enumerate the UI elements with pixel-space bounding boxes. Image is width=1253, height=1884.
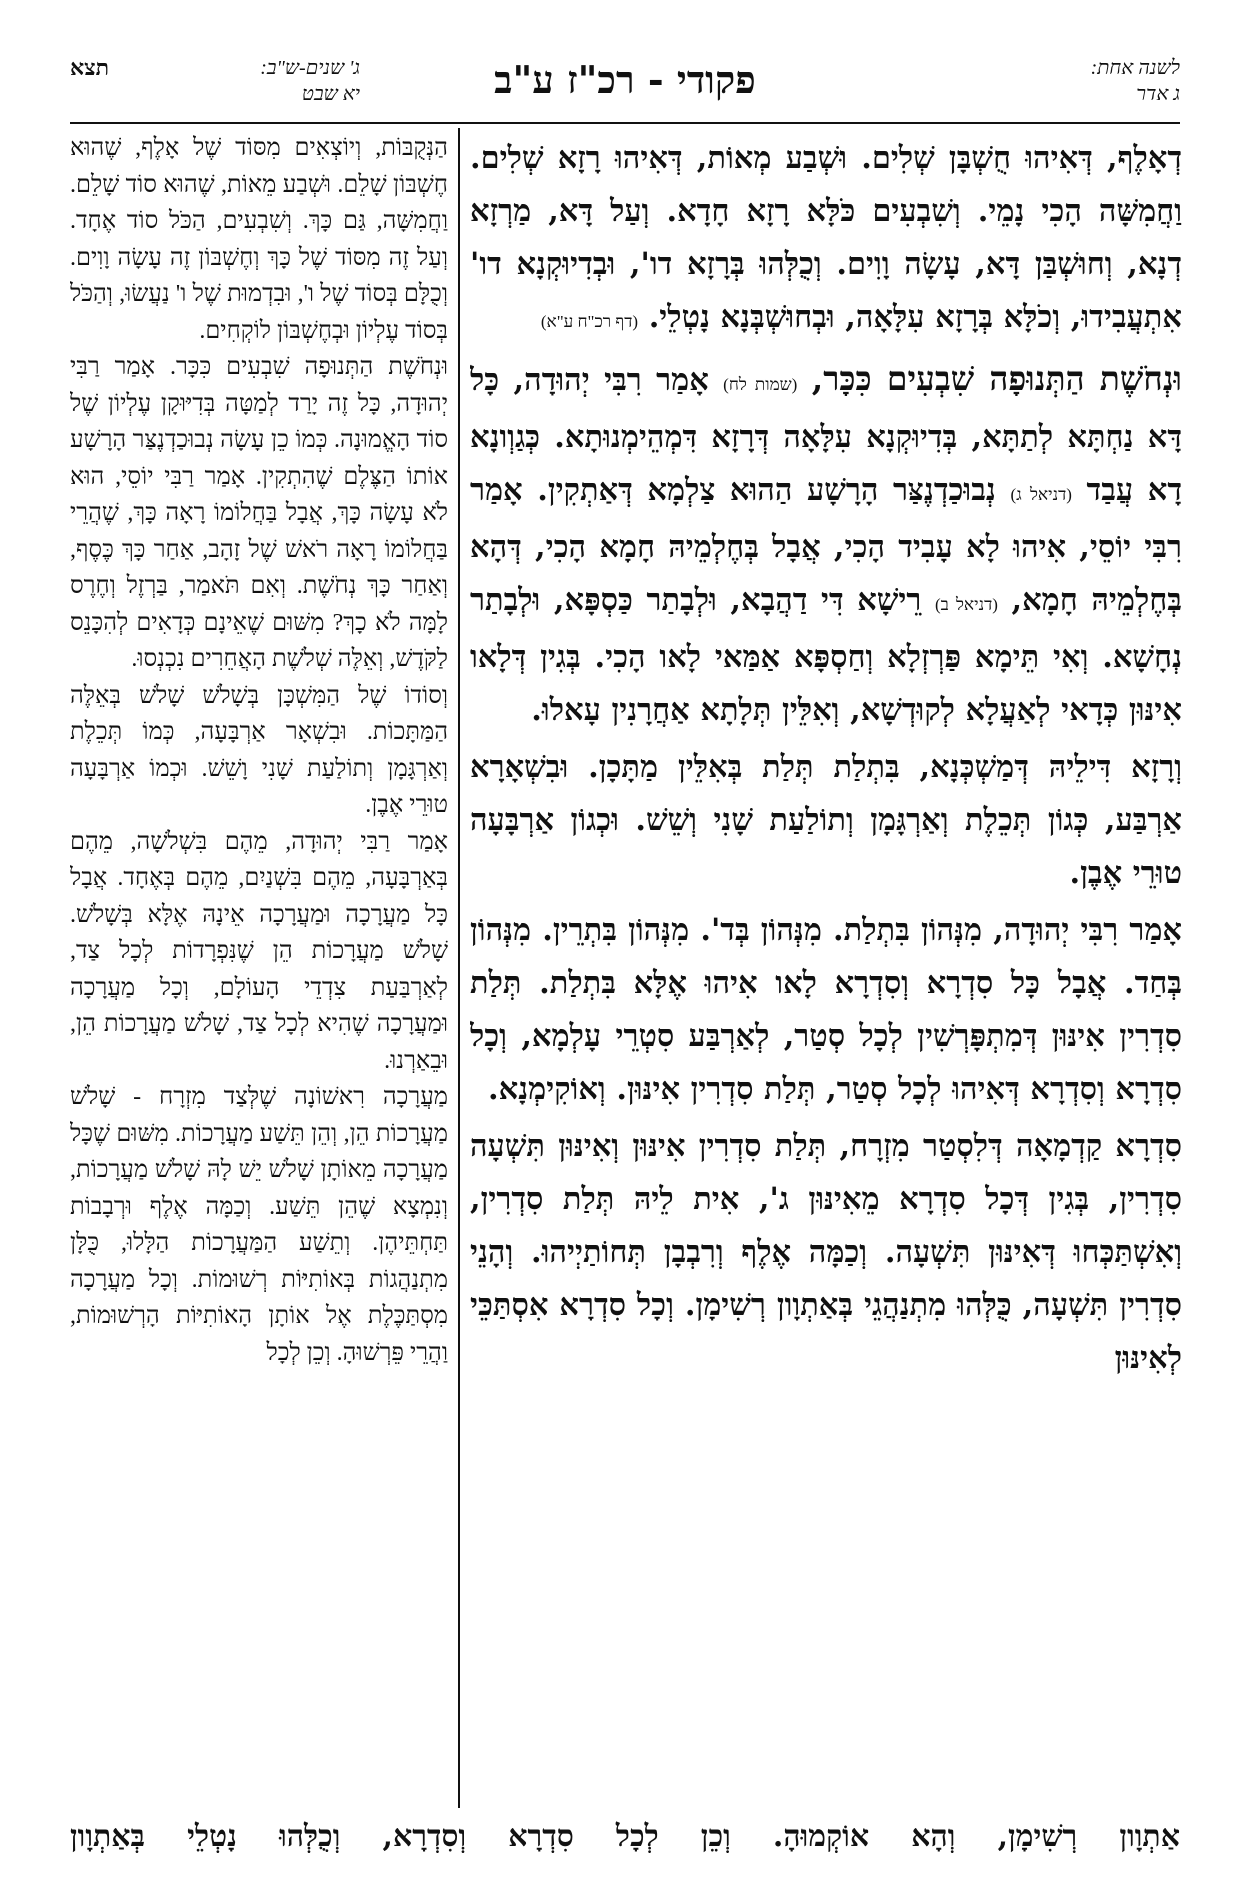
side-paragraph-2: וּנְחֹשֶׁת הַתְּנוּפָה שִׁבְעִים כִּכָּר. אָמַר רַבִּי יְהוּדָה, כָּל זֶה יָרַד לְמַטָּה בְּדִיּוּקָן עֶלְיוֹן שֶׁל סוֹד הָאֱמוּנָה. כְּמוֹ כֵן עָשָׂה נְבוּכַדְנֶצַּר הָרָשָׁע אוֹתוֹ הַצֶּלֶם שֶׁהִתְקִין. אָמַר רַבִּי יוֹסֵי, הוּא לֹא עָשָׂה כָּךְ, אֲבָל בַּחֲלוֹמוֹ רָאָה כָּךְ, שֶׁהֲרֵי בַּחֲלוֹמוֹ רָאָה רֹאשׁ שֶׁל זָהָב, אַחַר כָּךְ כֶּסֶף, וְאַחַר כָּךְ נְחֹשֶׁת. וְאִם תֹּאמַר, בַּרְזֶל וְחֶרֶס לָמָּה לֹא כָךְ? מִשּׁוּם שֶׁאֵינָם כְּדָאִים לְהִכָּנֵס לַקֹּדֶשׁ, וְאֵלֶּה שְׁלֹשֶׁת הָאֲחֵרִים נִכְנְסוּ. [70,354,448,672]
side-paragraph-5: מַעֲרָכָה רִאשׁוֹנָה שֶׁלְּצַד מִזְרָח - שָׁלֹשׁ מַעֲרָכוֹת הֵן, וְהֵן תֵּשַׁע מַעֲרָכוֹת. מִשּׁוּם שֶׁכָּל מַעֲרָכָה מֵאוֹתָן שָׁלֹשׁ יֵשׁ לָהּ שָׁלֹשׁ מַעֲרָכוֹת, וְנִמְצָא שֶׁהֵן תֵּשַׁע. וְכַמָּה אֶלֶף וּרְבָבוֹת תַּחְתֵּיהֶן. וְתֵשַׁע הַמַּעֲרָכוֹת הַלָּלוּ, כֻּלָּן מִתְנַהֲגוֹת בְּאוֹתִיּוֹת רְשׁוּמוֹת. וְכָל מַעֲרָכָה מִסְתַּכֶּלֶת אֶל אוֹתָן הָאוֹתִיּוֹת הָרְשׁוּמוֹת, וַהֲרֵי פֵּרְשׁוּהָ. וְכֵן לְכָל [70,1084,448,1366]
verse-reference-3: (דניאל ב) [934,595,998,614]
side-paragraph-4: אָמַר רַבִּי יְהוּדָה, מֵהֶם בִּשְׁלֹשָׁה, מֵהֶם בְּאַרְבָּעָה, מֵהֶם בִּשְׁנַיִם, מֵהֶם בְּאֶחָד. אֲבָל כָּל מַעֲרָכָה וּמַעֲרָכָה אֵינָהּ אֶלָּא בְּשָׁלֹשׁ. שָׁלֹשׁ מַעֲרָכוֹת הֵן שֶׁנִּפְרָדוֹת לְכָל צַד, לְאַרְבַּעַת צִדְדֵי הָעוֹלָם, וְכָל מַעֲרָכָה וּמַעֲרָכָה שֶׁהִיא לְכָל צַד, שָׁלֹשׁ מַעֲרָכוֹת הֵן, וּבֵאַרְנוּ. [70,828,448,1074]
verse-reference-1: (שמות לח) [723,375,798,394]
main-paragraph-3: וְרָזָא דִּילֵיהּ דְּמַשְׁכְּנָא, בִּתְלַת תְּלַת בְּאִלֵּין מַתָּכָן. וּבִשְׁאָרָא אַרְבַּע, כְּגוֹן תְּכֵלֶת וְאַרְגָּמָן וְתוֹלַעַת שָׁנִי וְשֵׁשׁ. וּכְגוֹן אַרְבָּעָה טוּרֵי אֶבֶן. [470,749,1182,891]
study-schedule-three-years [150,55,360,107]
side-paragraph-3: וְסוֹדוֹ שֶׁל הַמִּשְׁכָּן בְּשָׁלֹשׁ שָׁלֹשׁ בְּאֵלֶּה הַמַּתָּכוֹת. וּבִשְׁאָר אַרְבָּעָה, כְּמוֹ תְּכֵלֶת וְאַרְגָּמָן וְתוֹלַעַת שָׁנִי וָשֵׁשׁ. וּכְמוֹ אַרְבָּעָה טוּרֵי אֶבֶן. [70,682,448,818]
main-paragraph-5: סִדְרָא קַדְמָאָה דְּלִסְטַר מִזְרָח, תְּלַת סִדְרִין אִינּוּן וְאִינּוּן תִּשְׁעָה סִדְרִין, בְּגִין דְּכָל סִדְרָא מֵאִינּוּן ג', אִית לֵיהּ תְּלַת סִדְרִין, וְאִשְׁתַּכְּחוּ דְּאִינּוּן תִּשְׁעָה. וְכַמָּה אֶלֶף וְרִבְבָן תְּחוֹתַיְיהוּ. וְהָנֵי סִדְרִין תִּשְׁעָה, כֻּלְּהוּ מִתְנַהֲגֵי בְּאַתְוָון רְשִׁימָן. וְכָל סִדְרָא אִסְתַּכֵּי לְאִינּוּן [470,1128,1182,1376]
schedule-date: ג אדר [1136,83,1180,105]
main-paragraph-4: אָמַר רִבִּי יְהוּדָה, מִנְּהוֹן בִּתְלַת. מִנְּהוֹן בְּד'. מִנְּהוֹן בִּתְרֵין. מִנְּהוֹן בְּחַד. אֲבָל כָּל סִדְרָא וְסִדְרָא לָאו אִיהוּ אֶלָּא בִּתְלַת. תְּלַת סִדְרִין אִינּוּן דְּמִתְפָּרְשִׁין לְכָל סְטַר, לְאַרְבַּע סִטְרֵי עָלְמָא, וְכָל סִדְרָא וְסִדְרָא דְּאִיהוּ לְכָל סְטַר, תְּלַת סִדְרִין אִינּוּן. וְאוֹקִימְנָא. [470,912,1182,1107]
page-reference: (דף רכ"ח ע"א) [540,312,639,331]
header-divider [70,122,1180,124]
side-paragraph-1: הַנְּקֻבּוֹת, וְיוֹצְאִים מִסּוֹד שֶׁל אָלֶף, שֶׁהוּא חֶשְׁבּוֹן שָׁלֵם. וּשְׁבַע מֵאוֹת, שֶׁהוּא סוֹד שָׁלֵם. וַחֲמִשָּׁה, גַּם כָּךְ. וְשִׁבְעִים, הַכֹּל סוֹד אֶחָד. וְעַל זֶה מִסּוֹד שֶׁל כָּךְ וְחֶשְׁבּוֹן זֶה עָשָׂה וָוִים. וְכֻלָּם בְּסוֹד שֶׁל ו', וּבִדְמוּת שֶׁל ו' נַעֲשׂוּ, וְהַכֹּל בְּסוֹד עֶלְיוֹן וּבְחֶשְׁבּוֹן לוֹקְחִים. [70,135,448,344]
schedule-label: לשנה אחת: [1090,57,1180,79]
page-title: פקודי - רכ"ז ע"ב [494,57,756,102]
verse-reference-2: (דניאל ג) [1010,485,1072,504]
main-para1-text: דְאָלֶף, דְּאִיהוּ חֻשְׁבָּן שְׁלִים. וּשְׁבַע מְאוֹת, דְּאִיהוּ רָזָא שְׁלִים. וַחֲמִשָּׁה הָכִי נָמֵי. וְשִׁבְעִים כֹּלָּא רָזָא חָדָא. וְעַל דָּא, מַרְזָא דְנָא, וְחוּשְׁבַּן דָּא, עָשָׂה וָוִים. וְכֻלְּהוּ בְּרָזָא דו', וּבְדִיוּקְנָא דו' אִתְעֲבִידוּ, וְכֹלָּא בְּרָזָא עִלָּאָה, וּבְחוּשְׁבְּנָא נָטְלֵי. [470,140,1182,335]
main-para2-lead: וּנְחֹשֶׁת הַתְּנוּפָה שִׁבְעִים כִּכָּר, [811,359,1182,398]
column-divider [458,128,460,1808]
page-header [70,55,1180,125]
aramaic-main-column [470,132,1182,1732]
main-para2-mid: אָמַר רִבִּי יְהוּדָה, כָּל דָּא נַחְתָּא לְתַתָּא, בְּדִיוּקְנָא עִלָּאָה דְּרָזָא דִּמְהֵימְנוּתָא. כְּגַוְונָא דָא עֲבַד [470,362,1182,508]
main-paragraph-1 [470,132,1182,348]
bottom-continuation-line: אַתְוָון רְשִׁימָן, וְהָא אוֹקְמוּהָ. וְכֵן לְכָל סִדְרָא וְסִדְרָא, וְכֻלְּהוּ נָטְלֵי בְּאַתְוָון [70,1819,1180,1854]
main-para2-tail: רֵישָׁא דִּי דַהֲבָא, וּלְבָתַר כַּסְפָּא, וּלְבָתַר נְחָשָׁא. וְאִי תֵּימָא פַּרְזְלָא וְחַסְפָּא אַמַּאי לָאו הָכִי. בְּגִין דְּלָאו אִינּוּן כְּדָאי לְאַעֲלָא לְקוּדְשָׁא, וְאִלֵּין תְּלָתָא אַחֲרָנִין עָאלוּ. [470,582,1182,728]
schedule-label-3y: ג' שנים-ש"ב: [260,57,360,79]
main-paragraph-2 [470,352,1182,737]
schedule-date-3y: יא שבט [301,83,360,105]
hebrew-translation-column [70,130,448,1795]
main-para2-mid2: נְבוּכַדְנֶצַּר הָרָשָׁע הַהוּא צַלְמָא דְּאַתְקִין. אָמַר רִבִּי יוֹסֵי, אִיהוּ לָא עָבִיד הָכִי, אֲבָל בְּחֶלְמֵיהּ חָמָא הָכִי, דְּהָא בְּחֶלְמֵיהּ חָמָא, [470,472,1182,618]
page-number: תצא [70,55,110,80]
